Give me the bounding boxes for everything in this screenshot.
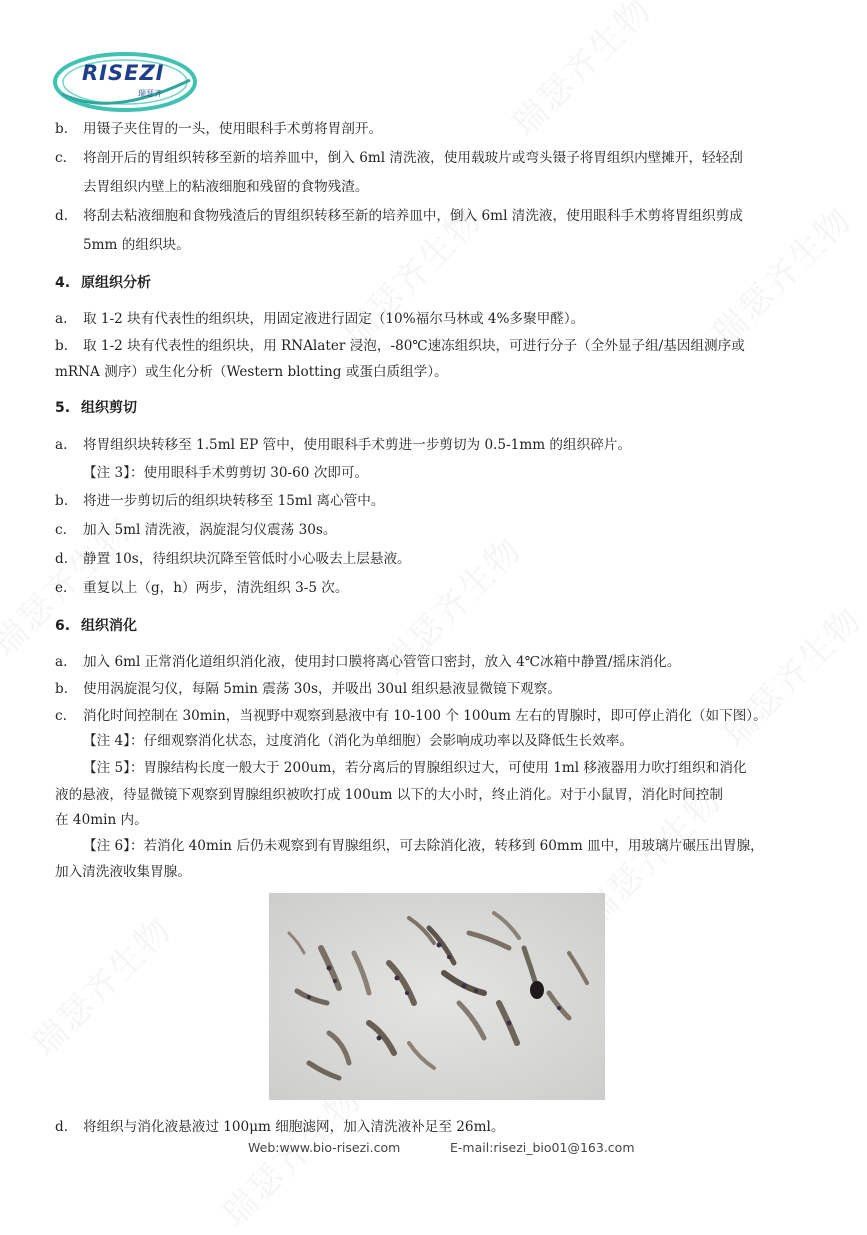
list-item: a. 取 1-2 块有代表性的组织块，用固定液进行固定（10%福尔马林或 4%多聚甲醛）。 xyxy=(55,311,585,327)
note: 【注 3】：使用眼科手术剪剪切 30-60 次即可。 xyxy=(83,465,369,481)
microscope-image xyxy=(269,893,605,1100)
logo-brand-text: RISEZI xyxy=(82,61,165,85)
list-item: b. 将进一步剪切后的组织块转移至 15ml 离心管中。 xyxy=(55,493,385,509)
list-item: d. 将组织与消化液悬液过 100μm 细胞滤网，加入清洗液补足至 26ml。 xyxy=(55,1119,505,1135)
list-item: b. 用镊子夹住胃的一头，使用眼科手术剪将胃剖开。 xyxy=(55,121,383,137)
list-item: d. 静置 10s，待组织块沉降至管低时小心吸去上层悬液。 xyxy=(55,551,411,567)
list-item-continuation: mRNA 测序）或生化分析（Western blotting 或蛋白质组学）。 xyxy=(55,364,448,380)
list-item: c. 消化时间控制在 30min，当视野中观察到悬液中有 10-100 个 100um 左右的胃腺时，即可停止消化（如下图）。 xyxy=(55,708,767,724)
watermark xyxy=(19,904,181,1066)
logo-subtitle: 瑞瑟齐 xyxy=(138,89,162,98)
section-heading: 5. 组织剪切 xyxy=(55,400,137,416)
list-item: b. 取 1-2 块有代表性的组织块，用 RNAlater 浸泡，-80℃速冻组织块，可进行分子（全外显子组/基因组测序或 xyxy=(55,338,745,354)
list-item: b. 使用涡旋混匀仪，每隔 5min 震荡 30s，并吸出 30ul 组织悬液显微镜下观察。 xyxy=(55,681,561,697)
list-item-continuation: 5mm 的组织块。 xyxy=(83,237,190,253)
section-heading: 6. 组织消化 xyxy=(55,618,137,634)
section-heading: 4. 原组织分析 xyxy=(55,275,151,291)
note: 【注 5】：胃腺结构长度一般大于 200um，若分离后的胃腺组织过大，可使用 1ml 移液器用力吹打组织和消化 xyxy=(83,760,747,776)
list-item: c. 将剖开后的胃组织转移至新的培养皿中，倒入 6ml 清洗液，使用载玻片或弯头镊子将胃组织内壁摊开，轻轻刮 xyxy=(55,150,743,166)
footer-email: E-mail:risezi_bio01@163.com xyxy=(450,1140,635,1155)
note: 【注 6】：若消化 40min 后仍未观察到有胃腺组织，可去除消化液，转移到 60mm 皿中，用玻璃片碾压出胃腺， xyxy=(83,838,764,854)
list-item: e. 重复以上（g，h）两步，清洗组织 3-5 次。 xyxy=(55,580,349,596)
note-continuation: 加入清洗液收集胃腺。 xyxy=(55,864,191,880)
list-item-continuation: 去胃组织内壁上的粘液细胞和残留的食物残渣。 xyxy=(83,179,369,195)
gastric-gland-micrograph xyxy=(269,893,605,1100)
list-item: a. 将胃组织块转移至 1.5ml EP 管中，使用眼科手术剪进一步剪切为 0.5-1mm 的组织碎片。 xyxy=(55,437,631,453)
note-continuation: 在 40min 内。 xyxy=(55,812,148,828)
note-continuation: 液的悬液，待显微镜下观察到胃腺组织被吹打成 100um 以下的大小时，终止消化。对于小鼠胃，消化时间控制 xyxy=(55,787,723,803)
list-item: d. 将刮去粘液细胞和食物残渣后的胃组织转移至新的培养皿中，倒入 6ml 清洗液，使用眼科手术剪将胃组织剪成 xyxy=(55,208,743,224)
footer-website: Web:www.bio-risezi.com xyxy=(248,1140,401,1155)
list-item: c. 加入 5ml 清洗液，涡旋混匀仪震荡 30s。 xyxy=(55,522,337,538)
note: 【注 4】：仔细观察消化状态，过度消化（消化为单细胞）会影响成功率以及降低生长效率。 xyxy=(83,733,633,749)
list-item: a. 加入 6ml 正常消化道组织消化液，使用封口膜将离心管管口密封，放入 4℃冰箱中静置/摇床消化。 xyxy=(55,654,681,670)
company-logo xyxy=(52,50,198,114)
